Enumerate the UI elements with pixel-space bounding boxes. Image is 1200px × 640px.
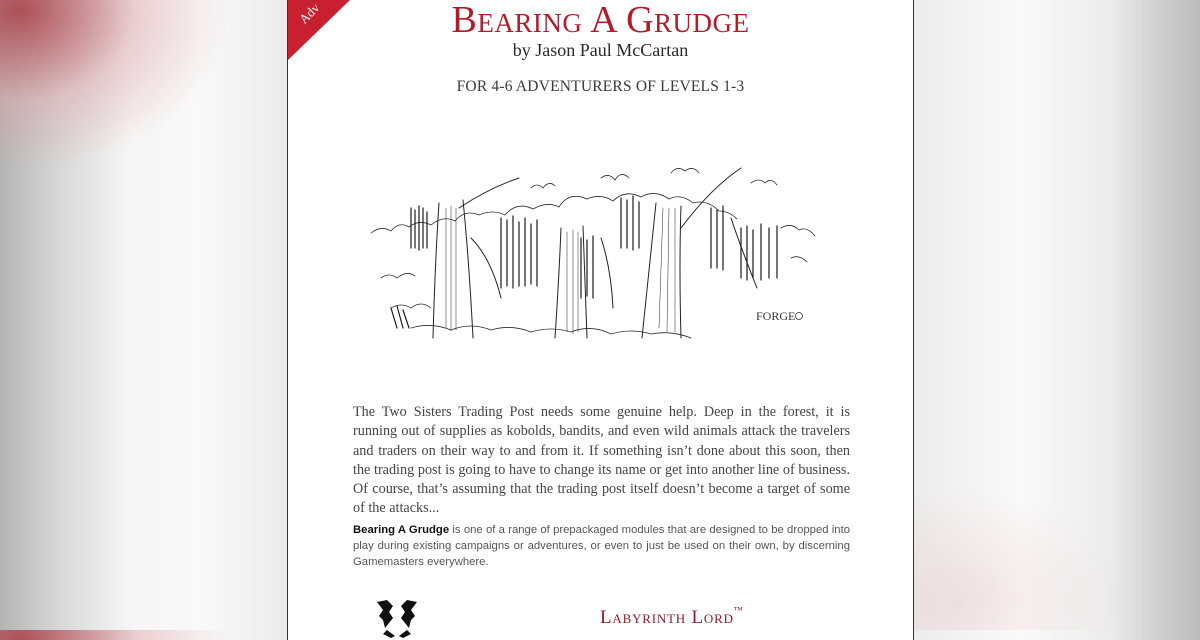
forest-illustration — [351, 128, 851, 360]
module-blurb — [353, 522, 850, 570]
corner-banner-text: Adv — [296, 0, 323, 27]
adventure-description: The Two Sisters Trading Post needs some genuine help. Deep in the forest, it is running out of supplies as kobolds, bandits, and even wild animals attack the travelers and traders on their way to and from it. If something isn’t done about this soon, then the trading post is going to have to change its name or get into another line of business. Of course, that’s assuming that the trading post itself doesn’t become a target of some of the attacks... — [353, 404, 850, 517]
level-range: FOR 4-6 ADVENTURERS OF LEVELS 1-3 — [456, 78, 745, 95]
blurb-title: Bearing A Grudge — [353, 524, 450, 537]
labyrinth-lord-logo — [600, 607, 743, 629]
cover-page — [287, 0, 914, 640]
cover-title: Bearing A Grudge — [451, 0, 750, 41]
blurb-text: is one of a range of prepackaged modules that are designed to be dropped into play during existing campaigns or adventures, or even to just be used on their own, by discerning Gamemasters everywhere. — [353, 524, 851, 569]
illustration-signature: FORGE — [756, 309, 796, 323]
publisher-logo-icon — [373, 598, 421, 638]
system-logo-text: Labyrinth Lord — [600, 607, 734, 628]
author-line: by Jason Paul McCartan — [512, 40, 689, 60]
trademark-symbol: ™ — [733, 605, 744, 615]
